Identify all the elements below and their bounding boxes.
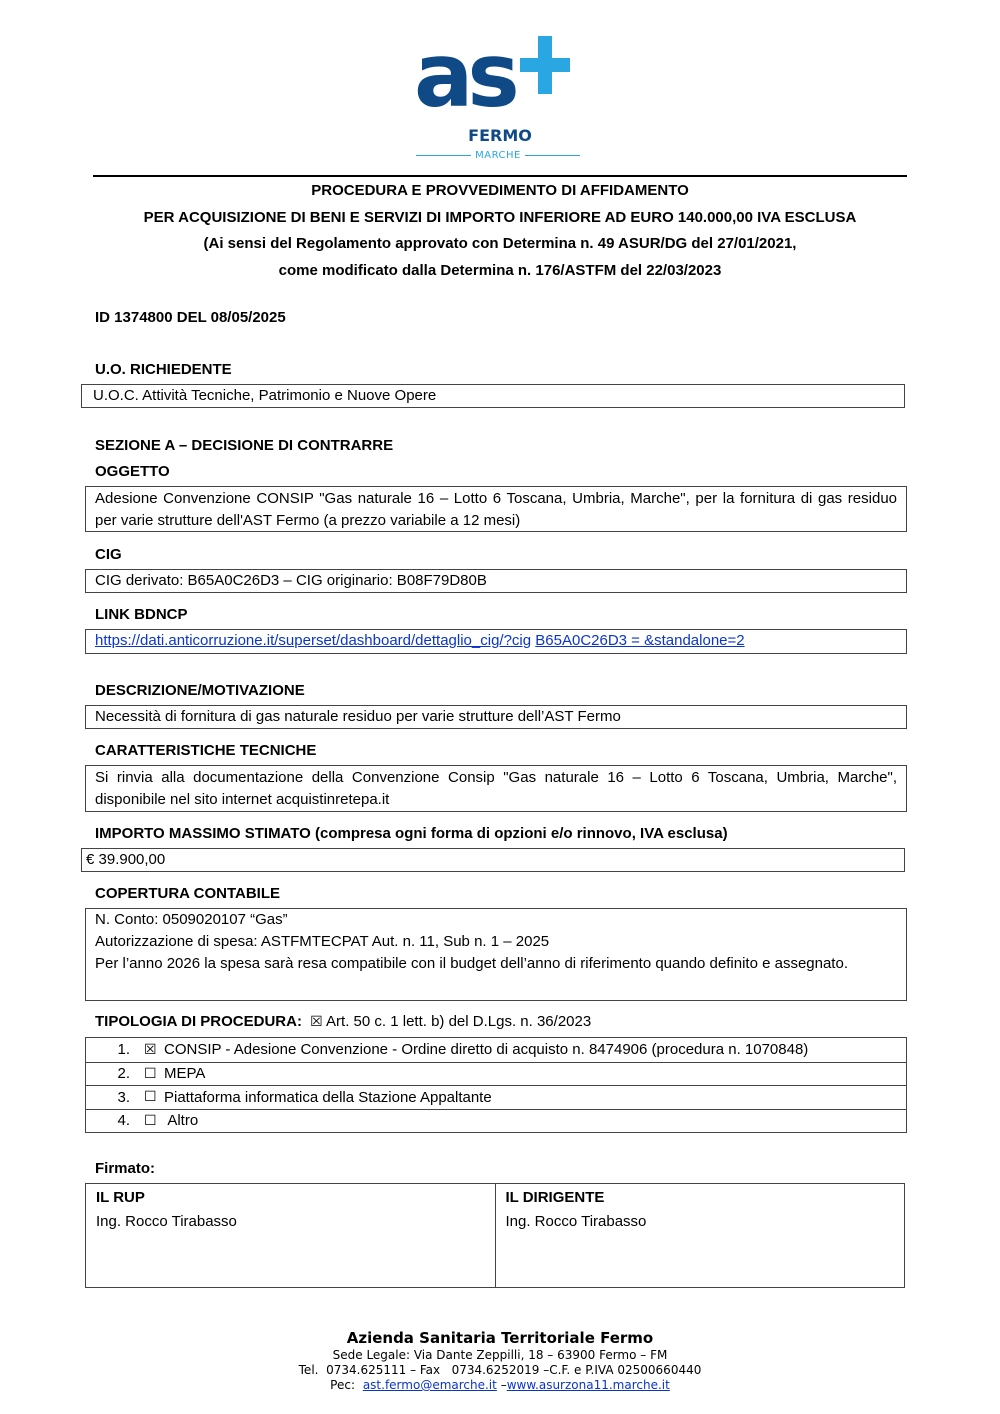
procedura-line — [95, 1012, 591, 1032]
copertura-note: Per l’anno 2026 la spesa sarà resa compatibile con il budget dell’anno di riferimento quando definito e assegnato. — [95, 955, 848, 972]
option-number: 1. — [117, 1041, 130, 1059]
checkbox-unchecked-icon[interactable]: ☐ — [144, 1112, 157, 1129]
logo-divider — [416, 155, 471, 156]
signature-rup — [86, 1184, 495, 1287]
footer-address: Sede Legale: Via Dante Zeppilli, 18 – 63900 Fermo – FM — [332, 1348, 668, 1362]
procedura-option[interactable] — [86, 1038, 906, 1062]
option-label: Piattaforma informatica della Stazione Appaltante — [164, 1088, 492, 1106]
importo-label: IMPORTO MASSIMO STIMATO (compresa ogni forma di opzioni e/o rinnovo, IVA esclusa) — [95, 825, 728, 842]
website-link[interactable]: www.asurzona11.marche.it — [506, 1378, 670, 1392]
firmato-label: Firmato: — [95, 1160, 155, 1177]
document-id: ID 1374800 DEL 08/05/2025 — [95, 309, 286, 326]
ast-fermo-logo — [410, 24, 590, 167]
rup-title: IL RUP — [96, 1189, 145, 1206]
option-label: CONSIP - Adesione Convenzione - Ordine diretto di acquisto n. 8474906 (procedura n. 1070848) — [164, 1041, 809, 1059]
bdncp-link[interactable]: https://dati.anticorruzione.it/superset/dashboard/dettaglio_cig/?cig — [95, 632, 532, 649]
cig-field — [85, 569, 907, 593]
page-footer — [250, 1328, 750, 1393]
checkbox-checked-icon[interactable]: ☒ — [144, 1041, 157, 1058]
caratteristiche-field — [85, 765, 907, 812]
title-line-1: PROCEDURA E PROVVEDIMENTO DI AFFIDAMENTO — [311, 182, 689, 199]
procedura-checked-icon[interactable]: ☒ — [310, 1014, 323, 1030]
checkbox-unchecked-icon[interactable]: ☐ — [144, 1065, 157, 1082]
procedura-label: TIPOLOGIA DI PROCEDURA: — [95, 1013, 302, 1030]
descrizione-field — [85, 705, 907, 729]
footer-contacts: Tel. 0734.625111 – Fax 0734.6252019 –C.F. e P.IVA 02500660440 — [298, 1363, 702, 1377]
title-line-3: (Ai sensi del Regolamento approvato con Determina n. 49 ASUR/DG del 27/01/2021, — [203, 235, 797, 252]
caratteristiche-value: Si rinvia alla documentazione della Convenzione Consip "Gas naturale 16 – Lotto 6 Toscana, Umbria, Marche", disponibile nel sito internet acquistinretepa.it — [95, 769, 897, 808]
procedura-option[interactable] — [86, 1062, 906, 1086]
procedura-option[interactable] — [86, 1085, 906, 1109]
option-number: 2. — [117, 1065, 130, 1083]
logo-city: FERMO — [468, 126, 532, 145]
dirigente-title: IL DIRIGENTE — [505, 1189, 605, 1206]
oggetto-field — [85, 486, 907, 532]
section-a-heading: SEZIONE A – DECISIONE DI CONTRARRE — [95, 437, 394, 454]
oggetto-label: OGGETTO — [95, 463, 170, 480]
checkbox-unchecked-icon[interactable]: ☐ — [144, 1089, 157, 1106]
footer-pec-line — [250, 1378, 750, 1393]
uo-value: U.O.C. Attività Tecniche, Patrimonio e Nuove Opere — [93, 387, 437, 404]
pec-email-link[interactable]: ast.fermo@emarche.it — [362, 1378, 497, 1392]
procedura-option[interactable] — [86, 1109, 906, 1133]
copertura-field — [85, 908, 907, 1001]
signature-table — [85, 1183, 905, 1288]
logo-plus-icon-bar — [520, 58, 570, 72]
rup-name: Ing. Rocco Tirabasso — [96, 1213, 237, 1230]
procedura-value: Art. 50 c. 1 lett. b) del D.Lgs. n. 36/2023 — [326, 1013, 592, 1030]
cig-label: CIG — [95, 546, 122, 563]
logo-region-row — [416, 150, 580, 161]
link-bdncp-field — [85, 629, 907, 654]
logo-divider — [525, 155, 580, 156]
uo-label: U.O. RICHIEDENTE — [95, 361, 232, 378]
importo-value: € 39.900,00 — [86, 851, 166, 868]
logo-letters: as — [414, 24, 514, 127]
link-bdncp-label: LINK BDNCP — [95, 606, 188, 623]
option-label: Altro — [164, 1112, 199, 1130]
document-title — [93, 178, 907, 284]
pec-label: Pec: — [330, 1378, 355, 1392]
logo-region: MARCHE — [475, 150, 521, 161]
title-line-4: come modificato dalla Determina n. 176/ASTFM del 22/03/2023 — [278, 261, 722, 279]
oggetto-value: Adesione Convenzione CONSIP "Gas naturale 16 – Lotto 6 Toscana, Umbria, Marche", per la fornitura di gas residuo per varie strutture dell'AST Fermo (a prezzo variabile a 12 mesi) — [95, 490, 897, 529]
bdncp-link-cig[interactable]: B65A0C26D3 = &standalone=2 — [535, 632, 745, 649]
option-number: 4. — [117, 1112, 130, 1130]
descrizione-label: DESCRIZIONE/MOTIVAZIONE — [95, 682, 305, 699]
procedura-options-table — [85, 1037, 907, 1133]
dirigente-name: Ing. Rocco Tirabasso — [505, 1213, 647, 1230]
footer-separator: – — [500, 1378, 507, 1392]
copertura-conto: N. Conto: 0509020107 “Gas” — [95, 911, 288, 928]
header-rule — [93, 175, 907, 177]
option-label: MEPA — [164, 1065, 206, 1083]
uo-field — [81, 384, 905, 408]
importo-field — [81, 848, 905, 872]
descrizione-value: Necessità di fornitura di gas naturale residuo per varie strutture dell’AST Fermo — [95, 708, 621, 725]
copertura-label: COPERTURA CONTABILE — [95, 885, 280, 902]
caratteristiche-label: CARATTERISTICHE TECNICHE — [95, 742, 317, 759]
option-number: 3. — [117, 1088, 130, 1106]
copertura-autorizzazione: Autorizzazione di spesa: ASTFMTECPAT Aut. n. 11, Sub n. 1 – 2025 — [95, 933, 550, 950]
cig-value: CIG derivato: B65A0C26D3 – CIG originario: B08F79D80B — [95, 572, 487, 589]
signature-dirigente — [495, 1184, 905, 1287]
title-line-2: PER ACQUISIZIONE DI BENI E SERVIZI DI IMPORTO INFERIORE AD EURO 140.000,00 IVA ESCLUSA — [143, 208, 857, 226]
footer-org-name: Azienda Sanitaria Territoriale Fermo — [346, 1329, 654, 1347]
